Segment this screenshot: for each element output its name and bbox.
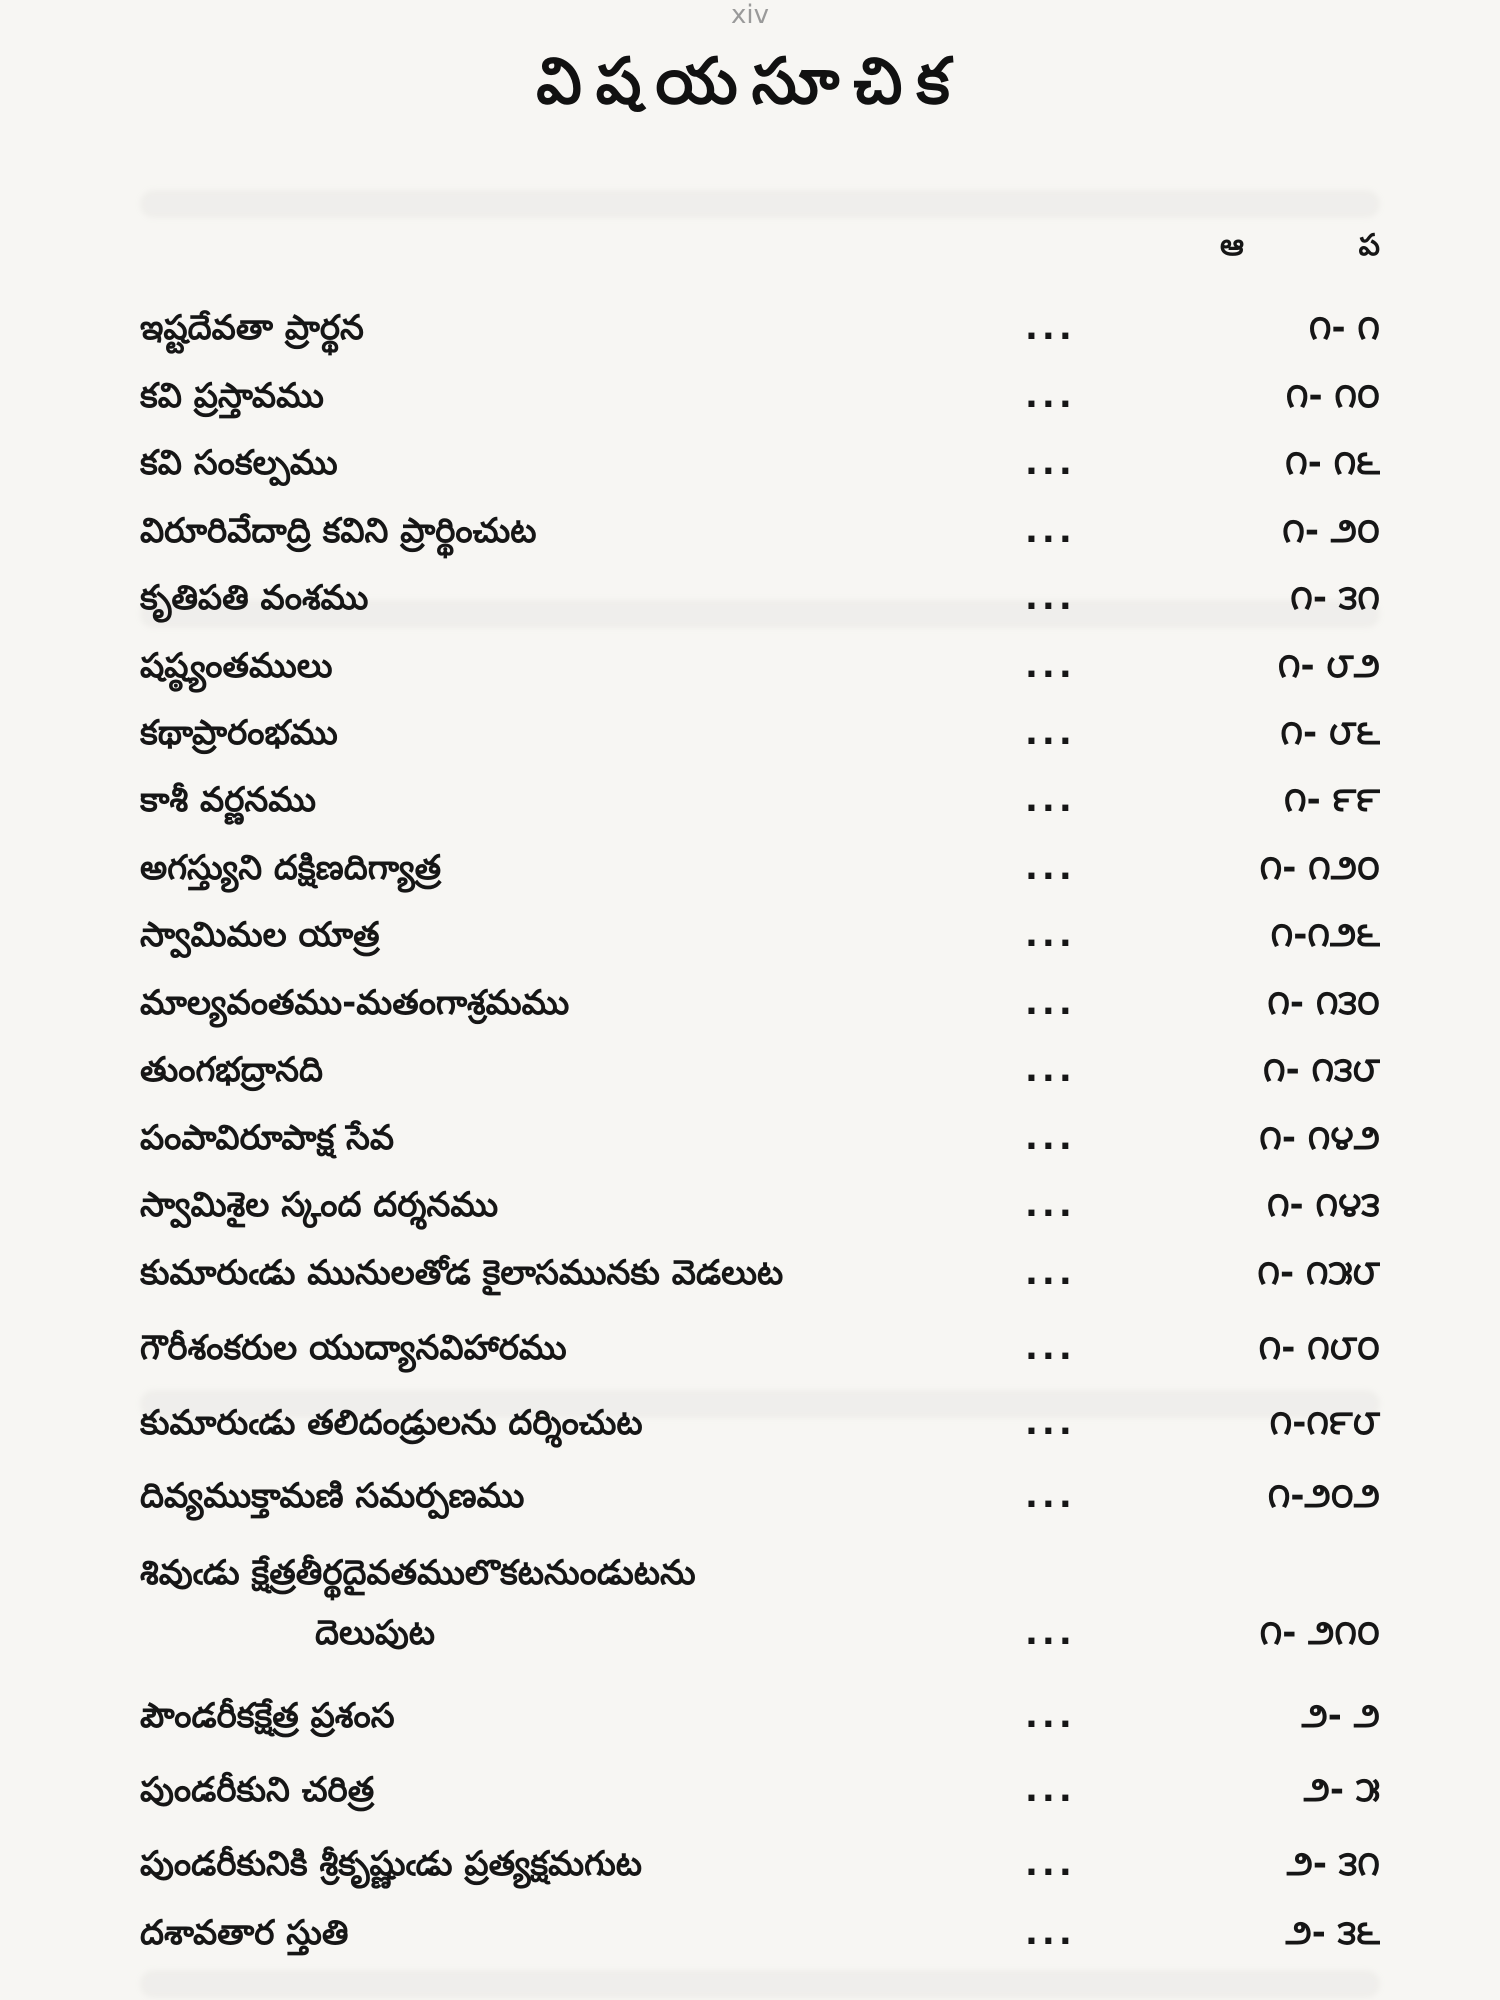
column-header-a: ఆ <box>1220 228 1244 263</box>
toc-entry-leader: ... <box>1025 308 1076 348</box>
toc-entry <box>140 1686 1380 1746</box>
toc-entry <box>140 568 1380 628</box>
toc-entry-leader: ... <box>1025 376 1076 416</box>
toc-entry-leader: ... <box>1025 1328 1076 1368</box>
toc-entry-title: పంపావిరూపాక్ష సేవ <box>140 1118 395 1158</box>
toc-entry-page: ౨- ౩౬ <box>1285 1913 1380 1953</box>
toc-entry-title: షష్ఠ్యంతములు <box>140 646 333 686</box>
bleed-through-band <box>140 1970 1380 1998</box>
toc-entry-leader: ... <box>1025 1118 1076 1158</box>
toc-entry-title: కవి సంకల్పము <box>140 443 338 483</box>
toc-entry-title: కాశీ వర్ణనము <box>140 780 316 820</box>
toc-entry-title: కుమారుఁడు తలిదండ్రులను దర్శించుట <box>140 1403 643 1443</box>
toc-entry <box>140 1834 1380 1894</box>
toc-entry-leader: ... <box>1025 1050 1076 1090</box>
toc-entry-page: ౧- ౧౩౮ <box>1262 1050 1380 1090</box>
toc-entry-page: ౧- ౮౬ <box>1280 713 1380 753</box>
toc-entry-page: ౧- ౧౬ <box>1285 443 1380 483</box>
toc-entry <box>140 1466 1380 1526</box>
toc-entry-title: విరూరివేదాద్రి కవిని ప్రార్థించుట <box>140 511 537 551</box>
toc-entry-page: ౧-౧౨౬ <box>1270 915 1380 955</box>
toc-entry <box>140 298 1380 358</box>
toc-entry <box>140 1108 1380 1168</box>
toc-entry-leader: ... <box>1025 1696 1076 1736</box>
toc-entry <box>140 1175 1380 1235</box>
toc-entry-page: ౧- ౧౩౦ <box>1267 983 1380 1023</box>
toc-entry-title: దశావతార స్తుతి <box>140 1913 349 1953</box>
toc-entry-title: కుమారుఁడు మునులతోడ కైలాసమునకు వెడలుట <box>140 1253 784 1293</box>
toc-entry-leader: ... <box>1025 1403 1076 1443</box>
toc-entry <box>140 1393 1380 1453</box>
toc-entry <box>140 366 1380 426</box>
toc-entry-title: పుండరీకుని చరిత్ర <box>140 1770 375 1810</box>
toc-entry-page: ౧- ౧౪౩ <box>1266 1185 1380 1225</box>
toc-entry-page: ౧-౧౯౮ <box>1269 1403 1380 1443</box>
toc-entry-leader: ... <box>1025 915 1076 955</box>
toc-entry-page: ౧- ౨౦ <box>1282 511 1380 551</box>
toc-entry-leader: ... <box>1025 1253 1076 1293</box>
toc-entry <box>140 905 1380 965</box>
toc-entry-leader: ... <box>1025 983 1076 1023</box>
toc-entry <box>140 1318 1380 1378</box>
column-header-b: ప <box>1358 228 1380 263</box>
toc-entry <box>140 1903 1380 1963</box>
toc-entry-leader: ... <box>1025 780 1076 820</box>
toc-entry-title: తుంగభద్రానది <box>140 1050 323 1090</box>
toc-entry <box>140 838 1380 898</box>
toc-entry-page: ౧- ౧౨౦ <box>1259 848 1380 888</box>
toc-entry-leader: ... <box>1025 511 1076 551</box>
toc-entry-leader: ... <box>1025 1770 1076 1810</box>
toc-entry-title: పుండరీకునికి శ్రీకృష్ణుఁడు ప్రత్యక్షమగుట <box>140 1844 642 1884</box>
page-number: xiv <box>731 0 769 30</box>
toc-entry <box>140 1760 1380 1820</box>
toc-entry-page: ౧- ౧౮౦ <box>1258 1328 1380 1368</box>
toc-entry-title: పౌండరీకక్షేత్ర ప్రశంస <box>140 1696 395 1736</box>
toc-entry-page: ౧- ౮౨ <box>1277 646 1380 686</box>
toc-entry <box>140 433 1380 493</box>
toc-entry <box>140 973 1380 1033</box>
toc-entry-title: శివుఁడు క్షేత్రతీర్థదైవతములొకటనుండుటను <box>140 1553 696 1593</box>
toc-entry-page: ౧- ౧ <box>1308 308 1380 348</box>
toc-entry-leader: ... <box>1025 1185 1076 1225</box>
toc-entry-page: ౧- ౧౪౨ <box>1259 1118 1380 1158</box>
toc-entry <box>140 1243 1380 1303</box>
toc-entry-title: అగస్త్యుని దక్షిణదిగ్యాత్ర <box>140 848 442 888</box>
toc-entry-page: ౧-౨౦౨ <box>1267 1476 1380 1516</box>
toc-entry-page: ౧- ౧౦ <box>1285 376 1380 416</box>
toc-entry-leader: ... <box>1025 1913 1076 1953</box>
toc-entry-page: ౧- ౩౧ <box>1290 578 1380 618</box>
toc-entry-title-continued: దెలుపుట <box>315 1613 436 1653</box>
toc-entry-page: ౨- ౩౧ <box>1286 1844 1380 1884</box>
toc-entry-title: కథాప్రారంభము <box>140 713 338 753</box>
toc-entry <box>140 636 1380 696</box>
toc-entry <box>140 501 1380 561</box>
bleed-through-band <box>140 190 1380 218</box>
toc-entry-leader: ... <box>1025 646 1076 686</box>
page-title: విషయసూచిక <box>536 45 964 119</box>
toc-entry-leader: ... <box>1025 713 1076 753</box>
toc-entry-title: స్వామిమల యాత్ర <box>140 915 380 955</box>
toc-entry-page: ౧- ౯౯ <box>1283 780 1380 820</box>
toc-entry-page: ౧- ౧౫౮ <box>1257 1253 1380 1293</box>
toc-entry-leader: ... <box>1025 1844 1076 1884</box>
toc-entry-title: గౌరీశంకరుల యుద్యానవిహారము <box>140 1328 567 1368</box>
column-header-row <box>1180 228 1380 268</box>
toc-entry-leader: ... <box>1025 848 1076 888</box>
toc-entry-page: ౨- ౫ <box>1303 1770 1380 1810</box>
toc-entry-title: స్వామిశైల స్కంద దర్శనము <box>140 1185 499 1225</box>
toc-entry-title: కవి ప్రస్తావము <box>140 376 324 416</box>
toc-entry <box>140 1543 1380 1663</box>
toc-entry-leader: ... <box>1025 1613 1076 1653</box>
toc-entry-title: మాల్యవంతము-మతంగాశ్రమము <box>140 983 570 1023</box>
toc-entry-page: ౨- ౨ <box>1301 1696 1380 1736</box>
toc-entry-leader: ... <box>1025 1476 1076 1516</box>
toc-entry-title: దివ్యముక్తామణి సమర్పణము <box>140 1476 525 1516</box>
toc-entry <box>140 1040 1380 1100</box>
toc-entry-leader: ... <box>1025 443 1076 483</box>
toc-entry-title: కృతిపతి వంశము <box>140 578 369 618</box>
toc-entry-title: ఇష్టదేవతా ప్రార్థన <box>140 308 364 348</box>
toc-entry <box>140 703 1380 763</box>
toc-entry-leader: ... <box>1025 578 1076 618</box>
toc-entry-page: ౧- ౨౧౦ <box>1259 1613 1380 1653</box>
toc-entry <box>140 770 1380 830</box>
